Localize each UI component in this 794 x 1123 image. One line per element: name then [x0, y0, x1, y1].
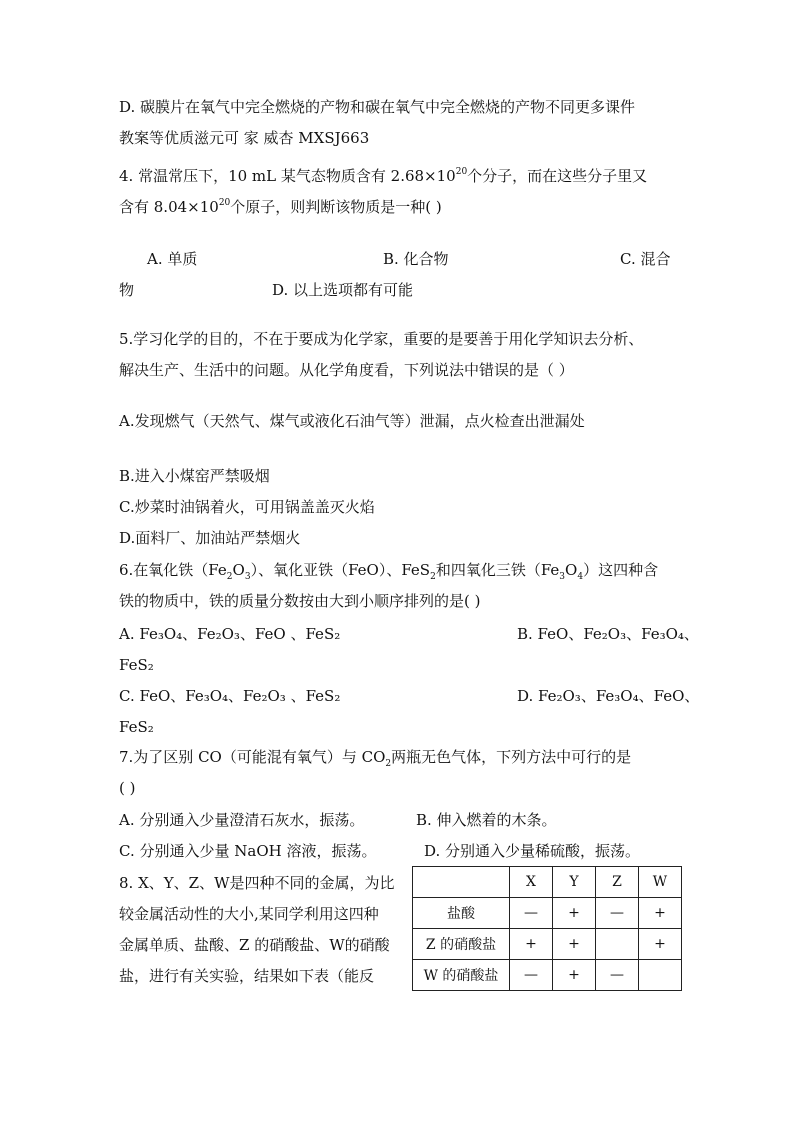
q4-stem-part: 4. 常温常压下，10 mL 某气态物质含有 2.68×10 — [119, 167, 456, 185]
q8-stem-line1: 8. X、Y、Z、W是四种不同的金属，为比 — [119, 874, 395, 892]
q6-option-d: D. Fe₂O₃、Fe₃O₄、FeO、 — [517, 687, 700, 705]
q7-stem-line2: ( ) — [119, 779, 136, 797]
table-header-cell: W — [639, 867, 682, 898]
table-cell: + — [553, 929, 596, 960]
q4-option-c: C. 混合 — [620, 250, 671, 268]
table-header-cell: Z — [596, 867, 639, 898]
q5-option-d: D.面料厂、加油站严禁烟火 — [119, 529, 301, 547]
table-header-row — [413, 867, 682, 898]
q6-option-a: A. Fe₃O₄、Fe₂O₃、FeO 、FeS₂ — [119, 625, 341, 643]
table-row — [413, 898, 682, 929]
q7-stem-part: 两瓶无色气体，下列方法中可行的是 — [391, 748, 632, 766]
q4-stem-line2 — [119, 197, 442, 217]
q4-stem-part: 个分子，而在这些分子里又 — [467, 167, 648, 185]
q5-stem-line1: 5.学习化学的目的，不在于要成为化学家，重要的是要善于用化学知识去分析、 — [119, 330, 644, 348]
subscript: 4 — [577, 572, 584, 582]
q6-option-c: C. FeO、Fe₃O₄、Fe₂O₃ 、FeS₂ — [119, 687, 341, 705]
table-cell: — — [596, 898, 639, 929]
table-row — [413, 929, 682, 960]
table-cell: — — [596, 960, 639, 991]
table-header-cell: X — [510, 867, 553, 898]
table-row-label: 盐酸 — [413, 898, 510, 929]
q3-option-d-line2: 教案等优质滋元可 家 威杏 MXSJ663 — [119, 129, 370, 147]
q4-option-b: B. 化合物 — [383, 250, 449, 268]
q6-stem-part: ）这四种含 — [583, 561, 659, 579]
q7-option-d: D. 分别通入少量稀硫酸，振荡。 — [424, 842, 641, 860]
q5-option-a: A.发现燃气（天然气、煤气或液化石油气等）泄漏，点火检查出泄漏处 — [119, 412, 585, 430]
table-header-cell — [413, 867, 510, 898]
q8-stem-line3: 金属单质、盐酸、Z 的硝酸盐、W的硝酸 — [119, 936, 390, 954]
table-cell — [639, 960, 682, 991]
table-cell: + — [639, 898, 682, 929]
table-header-cell: Y — [553, 867, 596, 898]
q5-option-b: B.进入小煤窑严禁吸烟 — [119, 467, 270, 485]
q6-option-b: B. FeO、Fe₂O₃、Fe₃O₄、 — [517, 625, 699, 643]
table-cell: — — [510, 960, 553, 991]
q4-stem-line1 — [119, 166, 647, 186]
q4-option-d: D. 以上选项都有可能 — [272, 281, 414, 299]
q7-stem-line1 — [119, 747, 631, 767]
table-cell: + — [639, 929, 682, 960]
q4-stem-part: 个原子，则判断该物质是一种( ) — [230, 198, 442, 216]
subscript: 3 — [244, 572, 251, 582]
table-row — [413, 960, 682, 991]
table-row-label: W 的硝酸盐 — [413, 960, 510, 991]
q3-option-d-line1: D. 碳膜片在氧气中完全燃烧的产物和碳在氧气中完全燃烧的产物不同更多课件 — [119, 98, 636, 116]
q6-stem-part: O — [565, 561, 578, 579]
q7-option-c: C. 分别通入少量 NaOH 溶液，振荡。 — [119, 842, 377, 860]
subscript: 2 — [430, 572, 436, 582]
q6-stem-part: 6.在氧化铁（Fe — [119, 561, 227, 579]
table-row-label: Z 的硝酸盐 — [413, 929, 510, 960]
subscript: 3 — [559, 572, 566, 582]
q6-stem-part: 和四氧化三铁（Fe — [435, 561, 560, 579]
table-cell: + — [553, 898, 596, 929]
exponent: 20 — [218, 198, 231, 208]
q6-stem-line1 — [119, 560, 658, 580]
q4-stem-part: 含有 8.04×10 — [119, 198, 219, 216]
q6-stem-line2: 铁的物质中，铁的质量分数按由大到小顺序排列的是( ) — [119, 592, 481, 610]
q5-stem-line2: 解决生产、生活中的问题。从化学角度看，下列说法中错误的是（ ） — [119, 361, 574, 379]
q8-stem-line2: 较金属活动性的大小,某同学利用这四种 — [119, 905, 379, 923]
q5-option-c: C.炒菜时油锅着火，可用锅盖盖灭火焰 — [119, 498, 375, 516]
exponent: 20 — [455, 167, 468, 177]
table-cell: + — [510, 929, 553, 960]
q6-stem-part: O — [232, 561, 245, 579]
q7-option-b: B. 伸入燃着的木条。 — [416, 811, 557, 829]
q8-stem-line4: 盐，进行有关实验，结果如下表（能反 — [119, 967, 375, 985]
q6-stem-part: ）、氧化亚铁（FeO）、FeS — [250, 561, 431, 579]
q6-option-d-cont: FeS₂ — [119, 718, 154, 736]
q6-option-b-cont: FeS₂ — [119, 656, 154, 674]
subscript: 2 — [226, 572, 233, 582]
table-cell: — — [510, 898, 553, 929]
q4-option-c-cont: 物 — [119, 281, 135, 299]
table-cell: + — [553, 960, 596, 991]
subscript: 2 — [385, 759, 392, 769]
q4-option-a: A. 单质 — [147, 250, 198, 268]
q8-results-table — [412, 866, 682, 991]
q7-stem-part: 7.为了区别 CO（可能混有氧气）与 CO — [119, 748, 386, 766]
table-cell — [596, 929, 639, 960]
q7-option-a: A. 分别通入少量澄清石灰水，振荡。 — [119, 811, 365, 829]
